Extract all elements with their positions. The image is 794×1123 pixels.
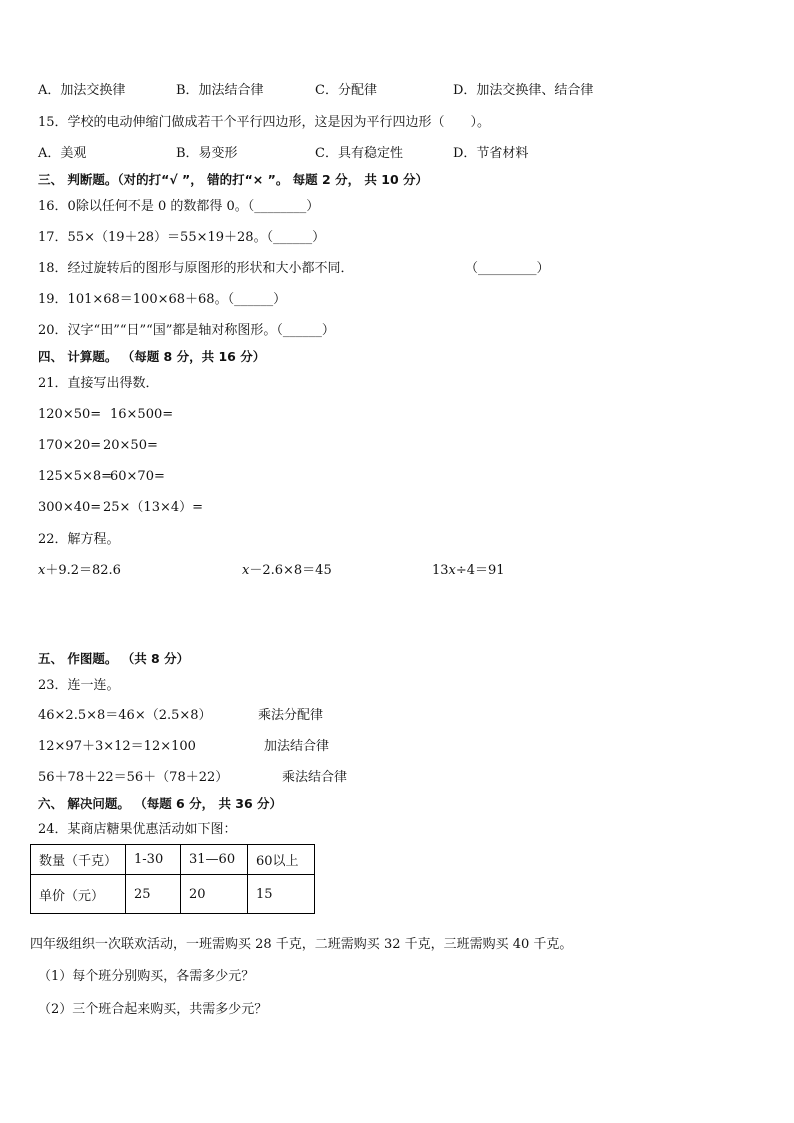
price-table (30, 844, 315, 914)
q14-option-c: C．分配律 (315, 83, 377, 98)
judge-item-17: 17．55×（19＋28）＝55×19＋28。（______） (38, 230, 326, 245)
price-table-row (31, 875, 315, 914)
q21-calc-3b: 60×70= (110, 469, 165, 484)
q24-context: 四年级组织一次联欢活动，一班需购买 28 千克，二班需购买 32 千克，三班需购买 40 千克。 (30, 937, 573, 952)
judge-item-18: 18．经过旋转后的图形与原图形的形状和大小都不同． (38, 261, 354, 276)
q15-stem: 15．学校的电动伸缩门做成若干个平行四边形，这是因为平行四边形（ ）。 (38, 115, 491, 130)
q21-calc-4b: 25×（13×4）= (103, 500, 204, 515)
q23-right-2: 加法结合律 (264, 739, 330, 754)
price-table-header-row (31, 845, 315, 875)
q15-option-c: C．具有稳定性 (315, 146, 403, 161)
q21-calc-1a: 120×50= (38, 407, 102, 422)
q14-option-d: D．加法交换律、结合律 (453, 83, 594, 98)
q24-stem: 24．某商店糖果优惠活动如下图： (38, 822, 237, 837)
q22-equation-1: 𝑥＋9.2＝82.6 (38, 563, 121, 578)
section-5-title: 五、 作图题。 （共 8 分） (38, 651, 190, 666)
q22-equation-3: 13𝑥÷4＝91 (432, 563, 505, 578)
table-cell: 20 (181, 875, 248, 914)
section-3-title: 三、 判断题。（对的打“√ ”， 错的打“× ”。 每题 2 分， 共 10 分） (38, 172, 429, 187)
section-6-title: 六、 解决问题。 （每题 6 分， 共 36 分） (38, 796, 283, 811)
q21-stem: 21．直接写出得数． (38, 376, 159, 391)
q21-calc-2b: 20×50= (103, 438, 158, 453)
q15-option-b: B．易变形 (176, 146, 238, 161)
judge-item-20: 20．汉字“田”“日”“国”都是轴对称图形。（______） (38, 323, 335, 338)
table-cell: 31—60 (181, 845, 248, 875)
q21-calc-3a: 125×5×8= (38, 469, 113, 484)
judge-item-16: 16．0除以任何不是 0 的数都得 0。（________） (38, 199, 320, 214)
q15-option-d: D．节省材料 (453, 146, 529, 161)
q21-calc-4a: 300×40= (38, 500, 102, 515)
q22-equation-2: 𝑥－2.6×8＝45 (242, 563, 332, 578)
table-cell: 1-30 (126, 845, 181, 875)
judge-item-19: 19．101×68＝100×68＋68。（______） (38, 292, 287, 307)
q24-sub-question-1: （1）每个班分别购买，各需多少元？ (38, 969, 255, 984)
q23-left-3: 56＋78＋22＝56＋（78＋22） (38, 770, 229, 785)
q23-left-1: 46×2.5×8＝46×（2.5×8） (38, 708, 212, 723)
q15-option-a: A．美观 (38, 146, 87, 161)
table-cell: 单价（元） (31, 875, 126, 914)
q23-right-3: 乘法结合律 (282, 770, 348, 785)
judge-item-18-blank: （_________） (465, 261, 550, 276)
q21-calc-2a: 170×20= (38, 438, 102, 453)
table-cell: 15 (248, 875, 315, 914)
q23-left-2: 12×97＋3×12＝12×100 (38, 739, 196, 754)
q23-right-1: 乘法分配律 (258, 708, 324, 723)
table-cell: 60以上 (248, 845, 315, 875)
q14-option-a: A．加法交换律 (38, 83, 126, 98)
q22-stem: 22．解方程。 (38, 532, 120, 547)
q14-option-b: B．加法结合律 (176, 83, 264, 98)
section-4-title: 四、 计算题。 （每题 8 分，共 16 分） (38, 349, 266, 364)
table-cell: 25 (126, 875, 181, 914)
table-cell: 数量（千克） (31, 845, 126, 875)
q21-calc-1b: 16×500= (110, 407, 174, 422)
q23-stem: 23．连一连。 (38, 678, 120, 693)
q24-sub-question-2: （2）三个班合起来购买，共需多少元？ (38, 1002, 268, 1017)
